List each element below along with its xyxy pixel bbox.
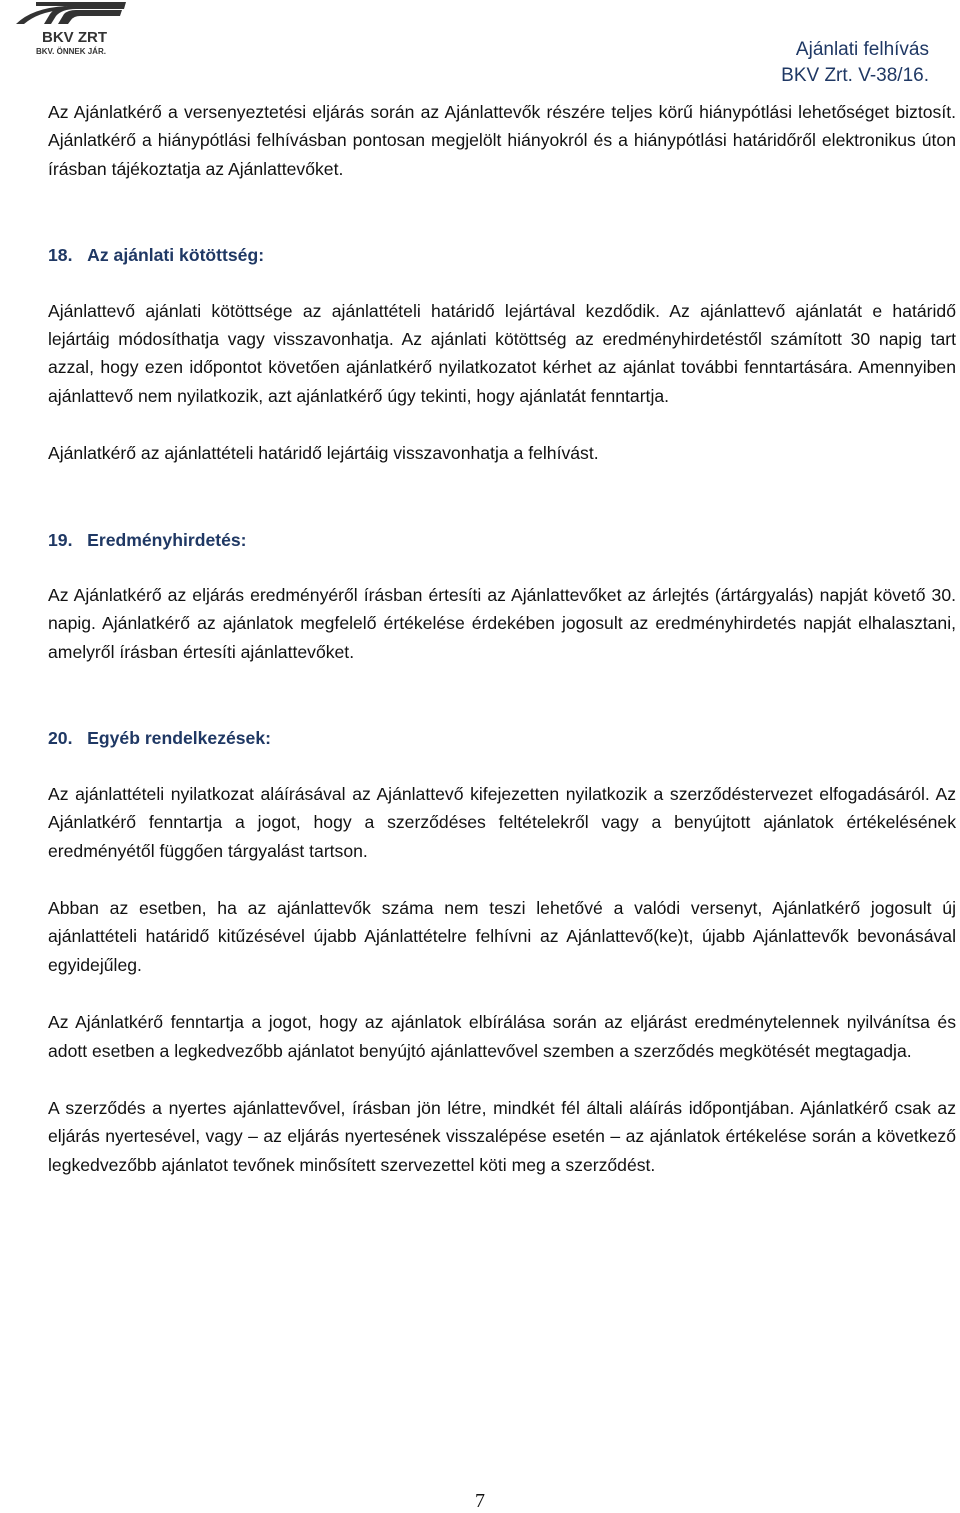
section-title: Eredményhirdetés: xyxy=(87,529,247,550)
section-20-heading xyxy=(48,724,956,752)
section-20-paragraph-3: Az Ajánlatkérő fenntartja a jogot, hogy az ajánlatok elbírálása során az eljárást eredménytelennek nyilvánítsa és adott esetben a legkedvezőbb ajánlatot benyújtó ajánlattevővel szemben a szerződés megkötését megtagadja. xyxy=(48,1012,956,1061)
document-reference: BKV Zrt. V-38/16. xyxy=(781,65,929,86)
section-number: 20. xyxy=(48,728,73,749)
document-header xyxy=(781,37,929,89)
intro-paragraph: Az Ajánlatkérő a versenyeztetési eljárás során az Ajánlattevők részére teljes körű hiánypótlási lehetőséget biztosít. Ajánlatkérő a hiánypótlási felhívásban pontosan megjelölt hiányokról és a hiánypótlási határidőről elektronikus úton írásban tájékoztatja az Ajánlattevőket. xyxy=(48,102,956,179)
section-number: 18. xyxy=(48,245,73,266)
section-title: Az ajánlati kötöttség: xyxy=(87,245,265,266)
svg-text:BKV. ÖNNEK JÁR.: BKV. ÖNNEK JÁR. xyxy=(36,47,106,56)
section-18-paragraph-1: Ajánlattevő ajánlati kötöttsége az ajánlattételi határidő lejártával kezdődik. Az ajánlattevő ajánlatát e határidő lejártáig módosíthatja vagy visszavonhatja. Az ajánlati kötöttség az eredményhirdetéstől számított 30 napig tart azzal, hogy ezen időpontot követően ajánlatkérő nyilatkozatot kérhet az ajánlat további fenntartására. Amennyiben ajánlattevő nem nyilatkozik, azt ajánlatkérő úgy tekinti, hogy ajánlatát fenntartja. xyxy=(48,300,956,406)
section-number: 19. xyxy=(48,529,73,550)
section-18-heading xyxy=(48,241,956,269)
bkv-logo-icon xyxy=(6,0,131,60)
section-19-paragraph-1: Az Ajánlatkérő az eljárás eredményéről írásban értesíti az Ajánlattevőket az árlejtés (ártárgyalás) napját követő 30. napig. Ajánlatkérő az ajánlatok megfelelő értékelése érdekében jogosult az eredményhirdetés napját elhalasztani, amelyről írásban értesíti ajánlattevőket. xyxy=(48,585,956,662)
section-title: Egyéb rendelkezések: xyxy=(87,728,271,749)
section-20-paragraph-2: Abban az esetben, ha az ajánlattevők száma nem teszi lehetővé a valódi versenyt, Ajánlatkérő jogosult új ajánlattételi határidő kitűzésével újabb Ajánlattételre felhívni az Ajánlattevő(ke)t, újabb Ajánlattevők bevonásával egyidejűleg. xyxy=(48,897,956,975)
bkv-logo xyxy=(6,0,131,60)
svg-text:BKV ZRT: BKV ZRT xyxy=(42,29,107,46)
document-type: Ajánlati felhívás xyxy=(795,39,929,60)
section-18-paragraph-2: Ajánlatkérő az ajánlattételi határidő lejártáig visszavonhatja a felhívást. xyxy=(48,443,599,464)
page-number: 7 xyxy=(475,1490,485,1512)
section-20-paragraph-4: A szerződés a nyertes ajánlattevővel, írásban jön létre, mindkét fél általi aláírás időpontjában. Ajánlatkérő csak az eljárás nyertesével, vagy – az eljárás nyertesének visszalépése esetén – az ajánlatok értékelése során a következő legkedvezőbb ajánlatot tevőnek minősített szervezettel köti meg a szerződést. xyxy=(48,1097,956,1175)
section-19-heading xyxy=(48,526,956,554)
document-body xyxy=(48,98,956,1179)
section-20-paragraph-1: Az ajánlattételi nyilatkozat aláírásával az Ajánlattevő kifejezetten nyilatkozik a szerződéstervezet elfogadásáról. Az Ajánlatkérő fenntartja a jogot, hogy a szerződéses feltételekről vagy a benyújtott ajánlatok értékelésének eredményétől függően tárgyalást tartson. xyxy=(48,783,956,861)
